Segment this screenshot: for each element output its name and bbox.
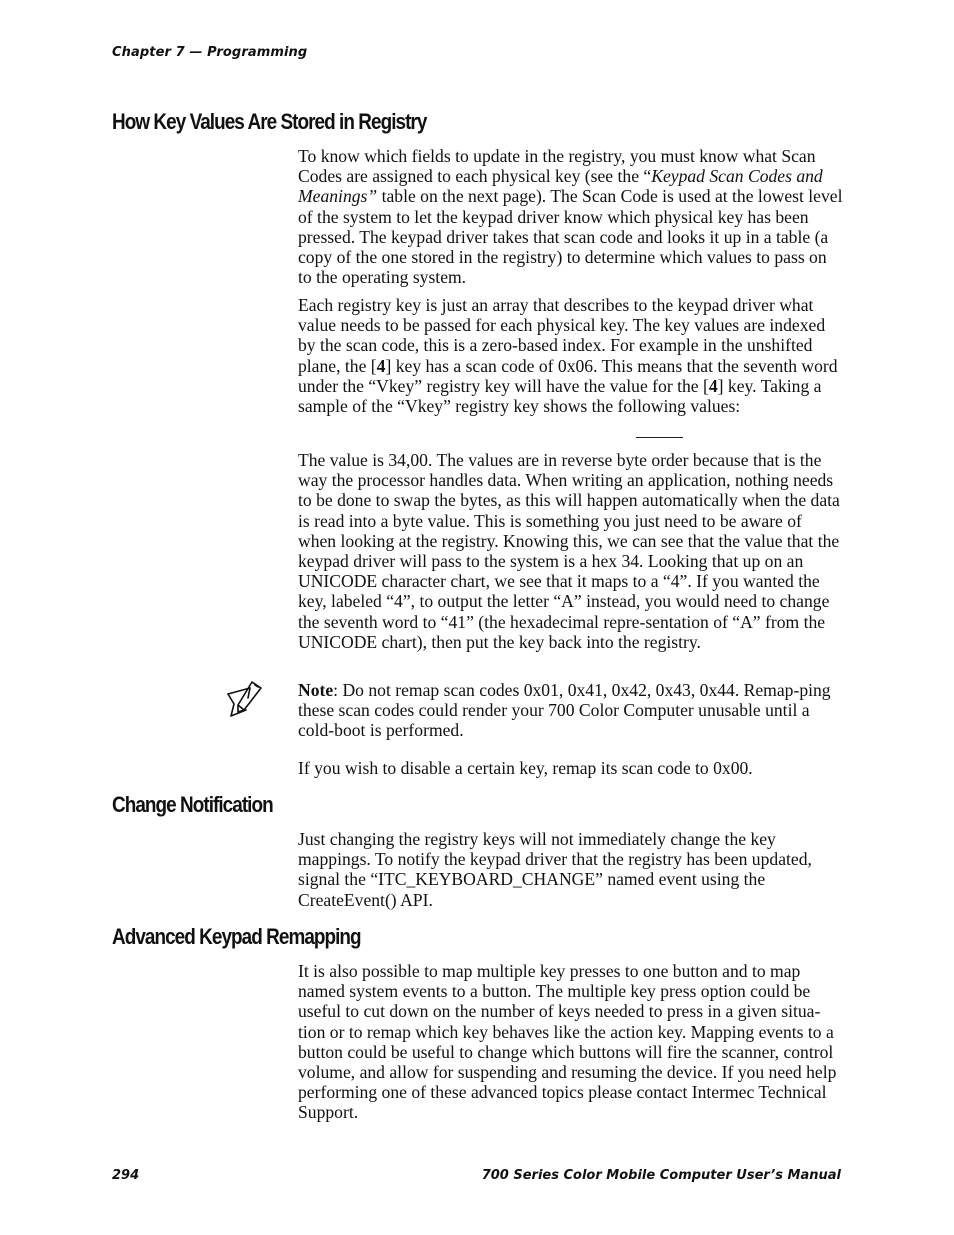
paragraph-byte-order: The value is 34,00. The values are in reverse byte order because that is the way the processor handles data. When writing an application, nothing needs to be done to swap the bytes, as this will happen automatically when the data is read into a byte value. This is something you just need to be aware of when looking at the registry. Knowing this, we can see that the value that the keypad driver will pass to the system is a hex 34. Looking that up on an UNICODE character chart, we see that it maps to a “4”. If you wanted the key, labeled “4”, to output the letter “A” instead, you would need to change the seventh word to “41” (the hexadecimal repre-sentation of “A” from the UNICODE chart), then put the key back into the registry. — [298, 450, 840, 652]
text-run: To know which fields to update in the registry, you must know what Scan Codes are assigned to each physical key (see the “ — [298, 146, 816, 187]
heading-key-values-registry: How Key Values Are Stored in Registry — [112, 109, 427, 134]
note-label: Note — [298, 680, 334, 700]
heading-advanced-remapping: Advanced Keypad Remapping — [112, 924, 361, 949]
note-text: : Do not remap scan codes 0x01, 0x41, 0x42, 0x43, 0x44. Remap-ping these scan codes could render your 700 Color Computer unusable until a cold-boot is performed. — [298, 680, 831, 741]
table-reference: Keypad Scan Codes and Meanings” — [298, 166, 823, 207]
paragraph-advanced-remapping: It is also possible to map multiple key presses to one button and to map named system events to a button. The multiple key press option could be useful to cut down on the number of keys needed to press in a given situa-tion or to remap which key behaves like the action key. Mapping events to a button could be useful to change which buttons will fire the scanner, control volume, and allow for suspending and resuming the device. If you need help performing one of these advanced topics please contact Intermec Technical Support. — [298, 961, 837, 1123]
text-run: ] key. Taking a sample of the “Vkey” registry key shows the following values: — [298, 375, 822, 417]
text-run: Each registry key is just an array that describes to the keypad driver what value needs to be passed for each physical key. The key values are indexed by the scan code, this is a zero-based index. For example in the unshifted plane, the [ — [298, 295, 826, 376]
paragraph-scan-codes — [298, 146, 843, 287]
key-label: 4 — [376, 355, 386, 376]
key-label: 4 — [708, 375, 718, 396]
text-run: table on the next page). The Scan Code is used at the lowest level of the system to let the keypad driver know which physical key has been pressed. The keypad driver takes that scan code and looks it up in a table (a copy of the one stored in the registry) to determine which values to pass on to the operating system. — [298, 186, 843, 288]
paragraph-disable-key: If you wish to disable a certain key, remap its scan code to 0x00. — [298, 758, 753, 778]
heading-change-notification: Change Notification — [112, 792, 273, 817]
paragraph-registry-array — [298, 295, 843, 416]
text-run: ] key has a scan code of 0x06. This means that the seventh word under the “Vkey” registry key will have the value for the [ — [298, 355, 838, 396]
sample-value-rule — [636, 437, 683, 438]
note-pencil-icon — [224, 680, 264, 720]
paragraph-change-notification: Just changing the registry keys will not immediately change the key mappings. To notify the keypad driver that the registry has been updated, signal the “ITC_KEYBOARD_CHANGE” named event using the CreateEvent() API. — [298, 829, 812, 910]
manual-title: 700 Series Color Mobile Computer User’s Manual — [481, 1168, 841, 1183]
running-head: Chapter 7 — Programming — [112, 45, 308, 60]
page-number: 294 — [112, 1168, 140, 1183]
note-paragraph — [298, 680, 843, 741]
